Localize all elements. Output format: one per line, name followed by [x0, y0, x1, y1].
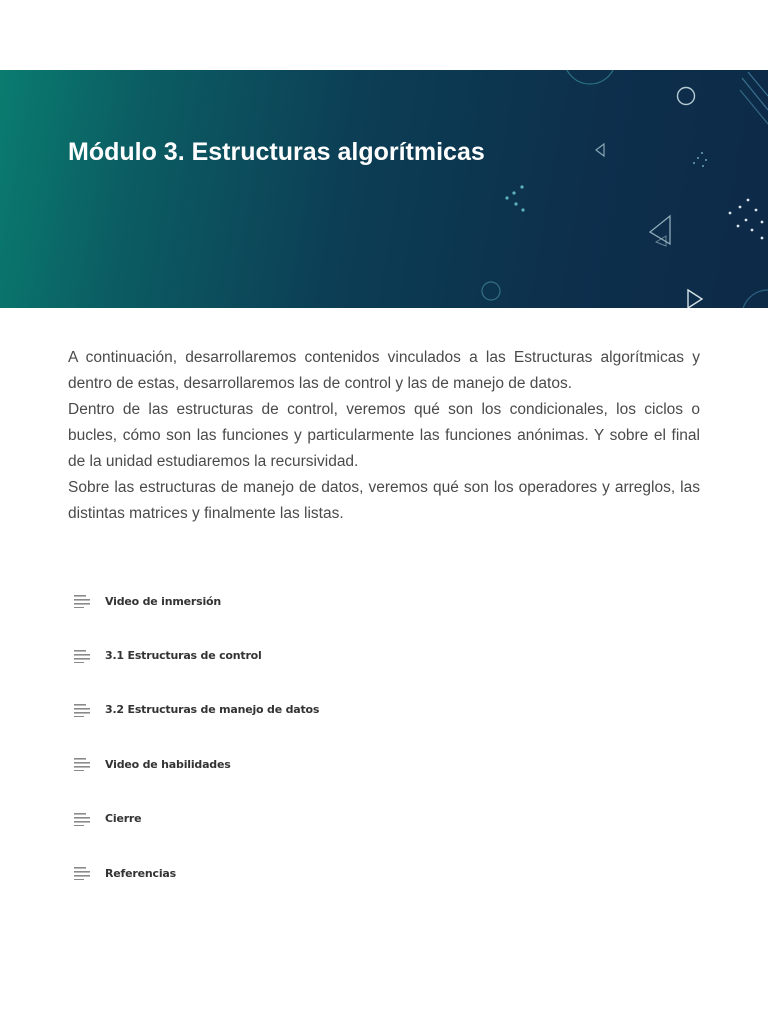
lines-icon: [74, 866, 92, 880]
intro-paragraph: Dentro de las estructuras de control, veremos qué son los condicionales, los ciclos o bucles, cómo son las funciones y particularmente las funciones anónimas. Y sobre el final de la unidad estudiaremos la recursividad.: [68, 401, 700, 470]
lesson-item-referencias[interactable]: [68, 846, 700, 900]
lesson-item-video-inmersion[interactable]: [68, 574, 700, 628]
banner-decoration: [0, 70, 768, 308]
lesson-item-estructuras-control[interactable]: [68, 628, 700, 682]
lines-icon: [74, 812, 92, 826]
lesson-item-label: Video de habilidades: [105, 757, 231, 771]
lesson-item-label: Video de inmersión: [105, 594, 222, 608]
lines-icon: [74, 757, 92, 771]
intro-paragraph: Sobre las estructuras de manejo de datos, veremos qué son los operadores y arreglos, las distintas matrices y finalmente las listas.: [68, 479, 700, 522]
lines-icon: [74, 649, 92, 663]
lesson-list: [68, 574, 700, 900]
lesson-item-label: 3.2 Estructuras de manejo de datos: [105, 703, 320, 717]
page-title: Módulo 3. Estructuras algorítmicas: [68, 138, 485, 166]
intro-paragraph: A continuación, desarrollaremos contenidos vinculados a las Estructuras algorítmicas y dentro de estas, desarrollaremos las de control y las de manejo de datos.: [68, 349, 700, 392]
lines-icon: [74, 703, 92, 717]
module-banner: [0, 70, 768, 308]
intro-text: [68, 345, 700, 527]
lines-icon: [74, 594, 92, 608]
lesson-item-label: Referencias: [105, 866, 176, 880]
lesson-item-estructuras-manejo-datos[interactable]: [68, 683, 700, 737]
lesson-item-cierre[interactable]: [68, 792, 700, 846]
lesson-item-label: Cierre: [105, 812, 142, 826]
lesson-item-video-habilidades[interactable]: [68, 737, 700, 791]
lesson-item-label: 3.1 Estructuras de control: [105, 649, 262, 663]
